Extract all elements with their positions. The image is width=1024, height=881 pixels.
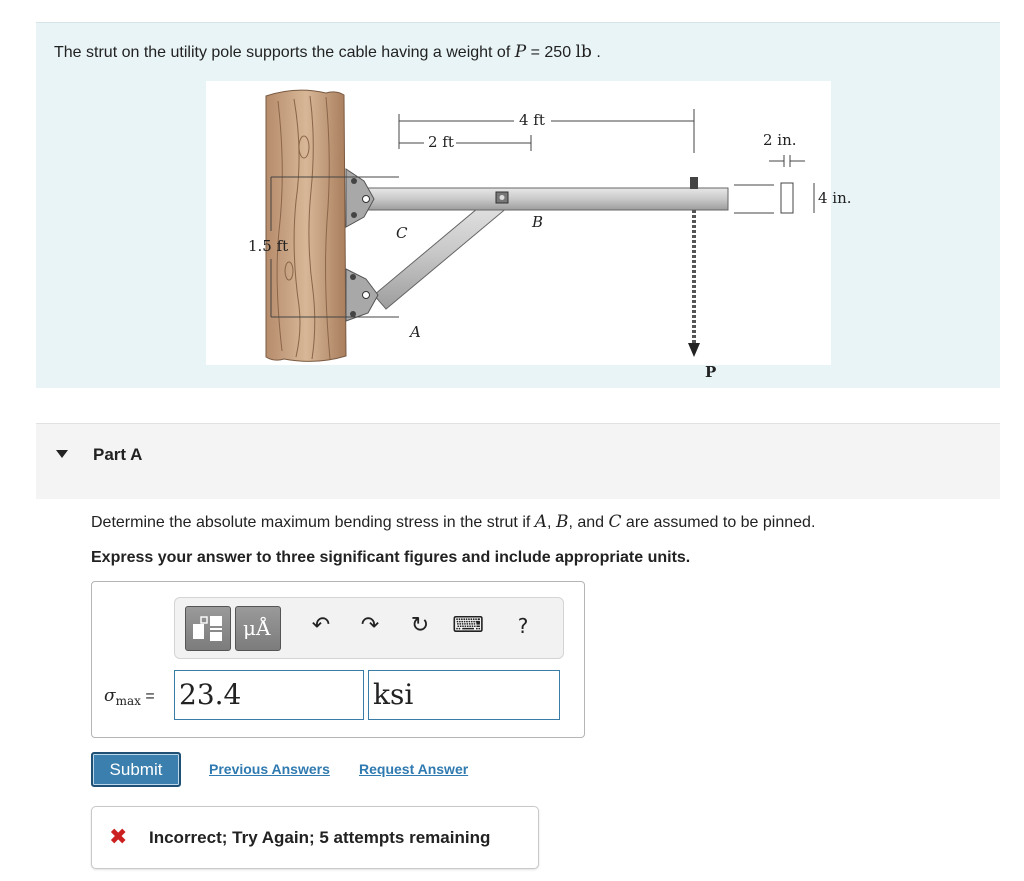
answer-box bbox=[91, 581, 585, 738]
sigma-subscript: max bbox=[115, 694, 141, 708]
problem-text-end: . bbox=[591, 44, 601, 61]
question-and: , and bbox=[568, 514, 609, 531]
question-point-c: C bbox=[608, 512, 622, 532]
math-toolbar bbox=[174, 597, 564, 659]
part-a-header[interactable] bbox=[36, 423, 1000, 499]
part-a-title[interactable]: Part A bbox=[93, 445, 143, 464]
feedback-message: Incorrect; Try Again; 5 attempts remaining bbox=[149, 828, 491, 847]
answer-equals: = bbox=[145, 688, 155, 705]
question-point-b: B bbox=[555, 512, 569, 532]
strut-figure bbox=[206, 81, 852, 381]
problem-statement-panel bbox=[36, 22, 1000, 388]
cross-section bbox=[734, 183, 793, 213]
label-p: P bbox=[705, 363, 717, 381]
feedback-box bbox=[91, 806, 539, 869]
wood-pole bbox=[266, 90, 346, 361]
collapse-triangle-icon[interactable] bbox=[56, 450, 68, 458]
reset-icon[interactable]: ↻ bbox=[410, 612, 430, 637]
dim-2in-label: 2 in. bbox=[763, 131, 797, 149]
problem-unit: lb bbox=[575, 42, 592, 62]
dim-4ft-label: 4 ft bbox=[519, 111, 545, 129]
answer-value-text: 23.4 bbox=[179, 678, 242, 711]
submit-button[interactable]: Submit bbox=[91, 752, 181, 787]
answer-unit-input[interactable] bbox=[368, 670, 560, 720]
undo-icon[interactable]: ↶ bbox=[311, 612, 331, 637]
answer-value-input[interactable] bbox=[174, 670, 364, 720]
keyboard-icon[interactable]: ⌨ bbox=[452, 612, 484, 637]
problem-text bbox=[54, 42, 601, 62]
previous-answers-link[interactable]: Previous Answers bbox=[209, 761, 330, 777]
dim-1-5ft-label: 1.5 ft bbox=[248, 237, 289, 255]
label-a: A bbox=[410, 323, 421, 341]
templates-button[interactable] bbox=[185, 606, 231, 651]
units-icon: μÅ bbox=[243, 616, 271, 640]
label-b: B bbox=[532, 213, 544, 231]
label-c: C bbox=[396, 224, 408, 242]
problem-text-intro: The strut on the utility pole supports the cable having a weight of bbox=[54, 44, 515, 61]
question-point-a: A bbox=[534, 512, 548, 532]
strut-diagram bbox=[206, 81, 852, 381]
dim-4in-label: 4 in. bbox=[818, 189, 852, 207]
bracket-c bbox=[346, 169, 374, 227]
units-button[interactable] bbox=[235, 606, 281, 651]
problem-equals: = 250 bbox=[526, 44, 576, 61]
problem-variable: P bbox=[514, 42, 527, 62]
answer-unit-text: ksi bbox=[373, 678, 414, 711]
templates-icon bbox=[186, 607, 230, 650]
dim-2ft-label: 2 ft bbox=[428, 133, 454, 151]
question-comma: , bbox=[547, 514, 556, 531]
redo-icon[interactable]: ↷ bbox=[360, 612, 380, 637]
request-answer-link[interactable]: Request Answer bbox=[359, 761, 469, 777]
answer-label bbox=[104, 686, 155, 706]
help-icon[interactable]: ? bbox=[517, 614, 529, 638]
question-text-intro: Determine the absolute maximum bending stress in the strut if bbox=[91, 514, 535, 531]
pin-b bbox=[496, 192, 508, 203]
question-text bbox=[91, 512, 815, 532]
sigma-symbol: σ bbox=[104, 686, 116, 706]
bracket-a bbox=[346, 269, 378, 321]
answer-instruction: Express your answer to three significant figures and include appropriate units. bbox=[91, 549, 691, 566]
question-text-end: are assumed to be pinned. bbox=[621, 514, 816, 531]
horizontal-arm bbox=[346, 188, 728, 210]
incorrect-x-icon: ✖ bbox=[109, 824, 128, 849]
